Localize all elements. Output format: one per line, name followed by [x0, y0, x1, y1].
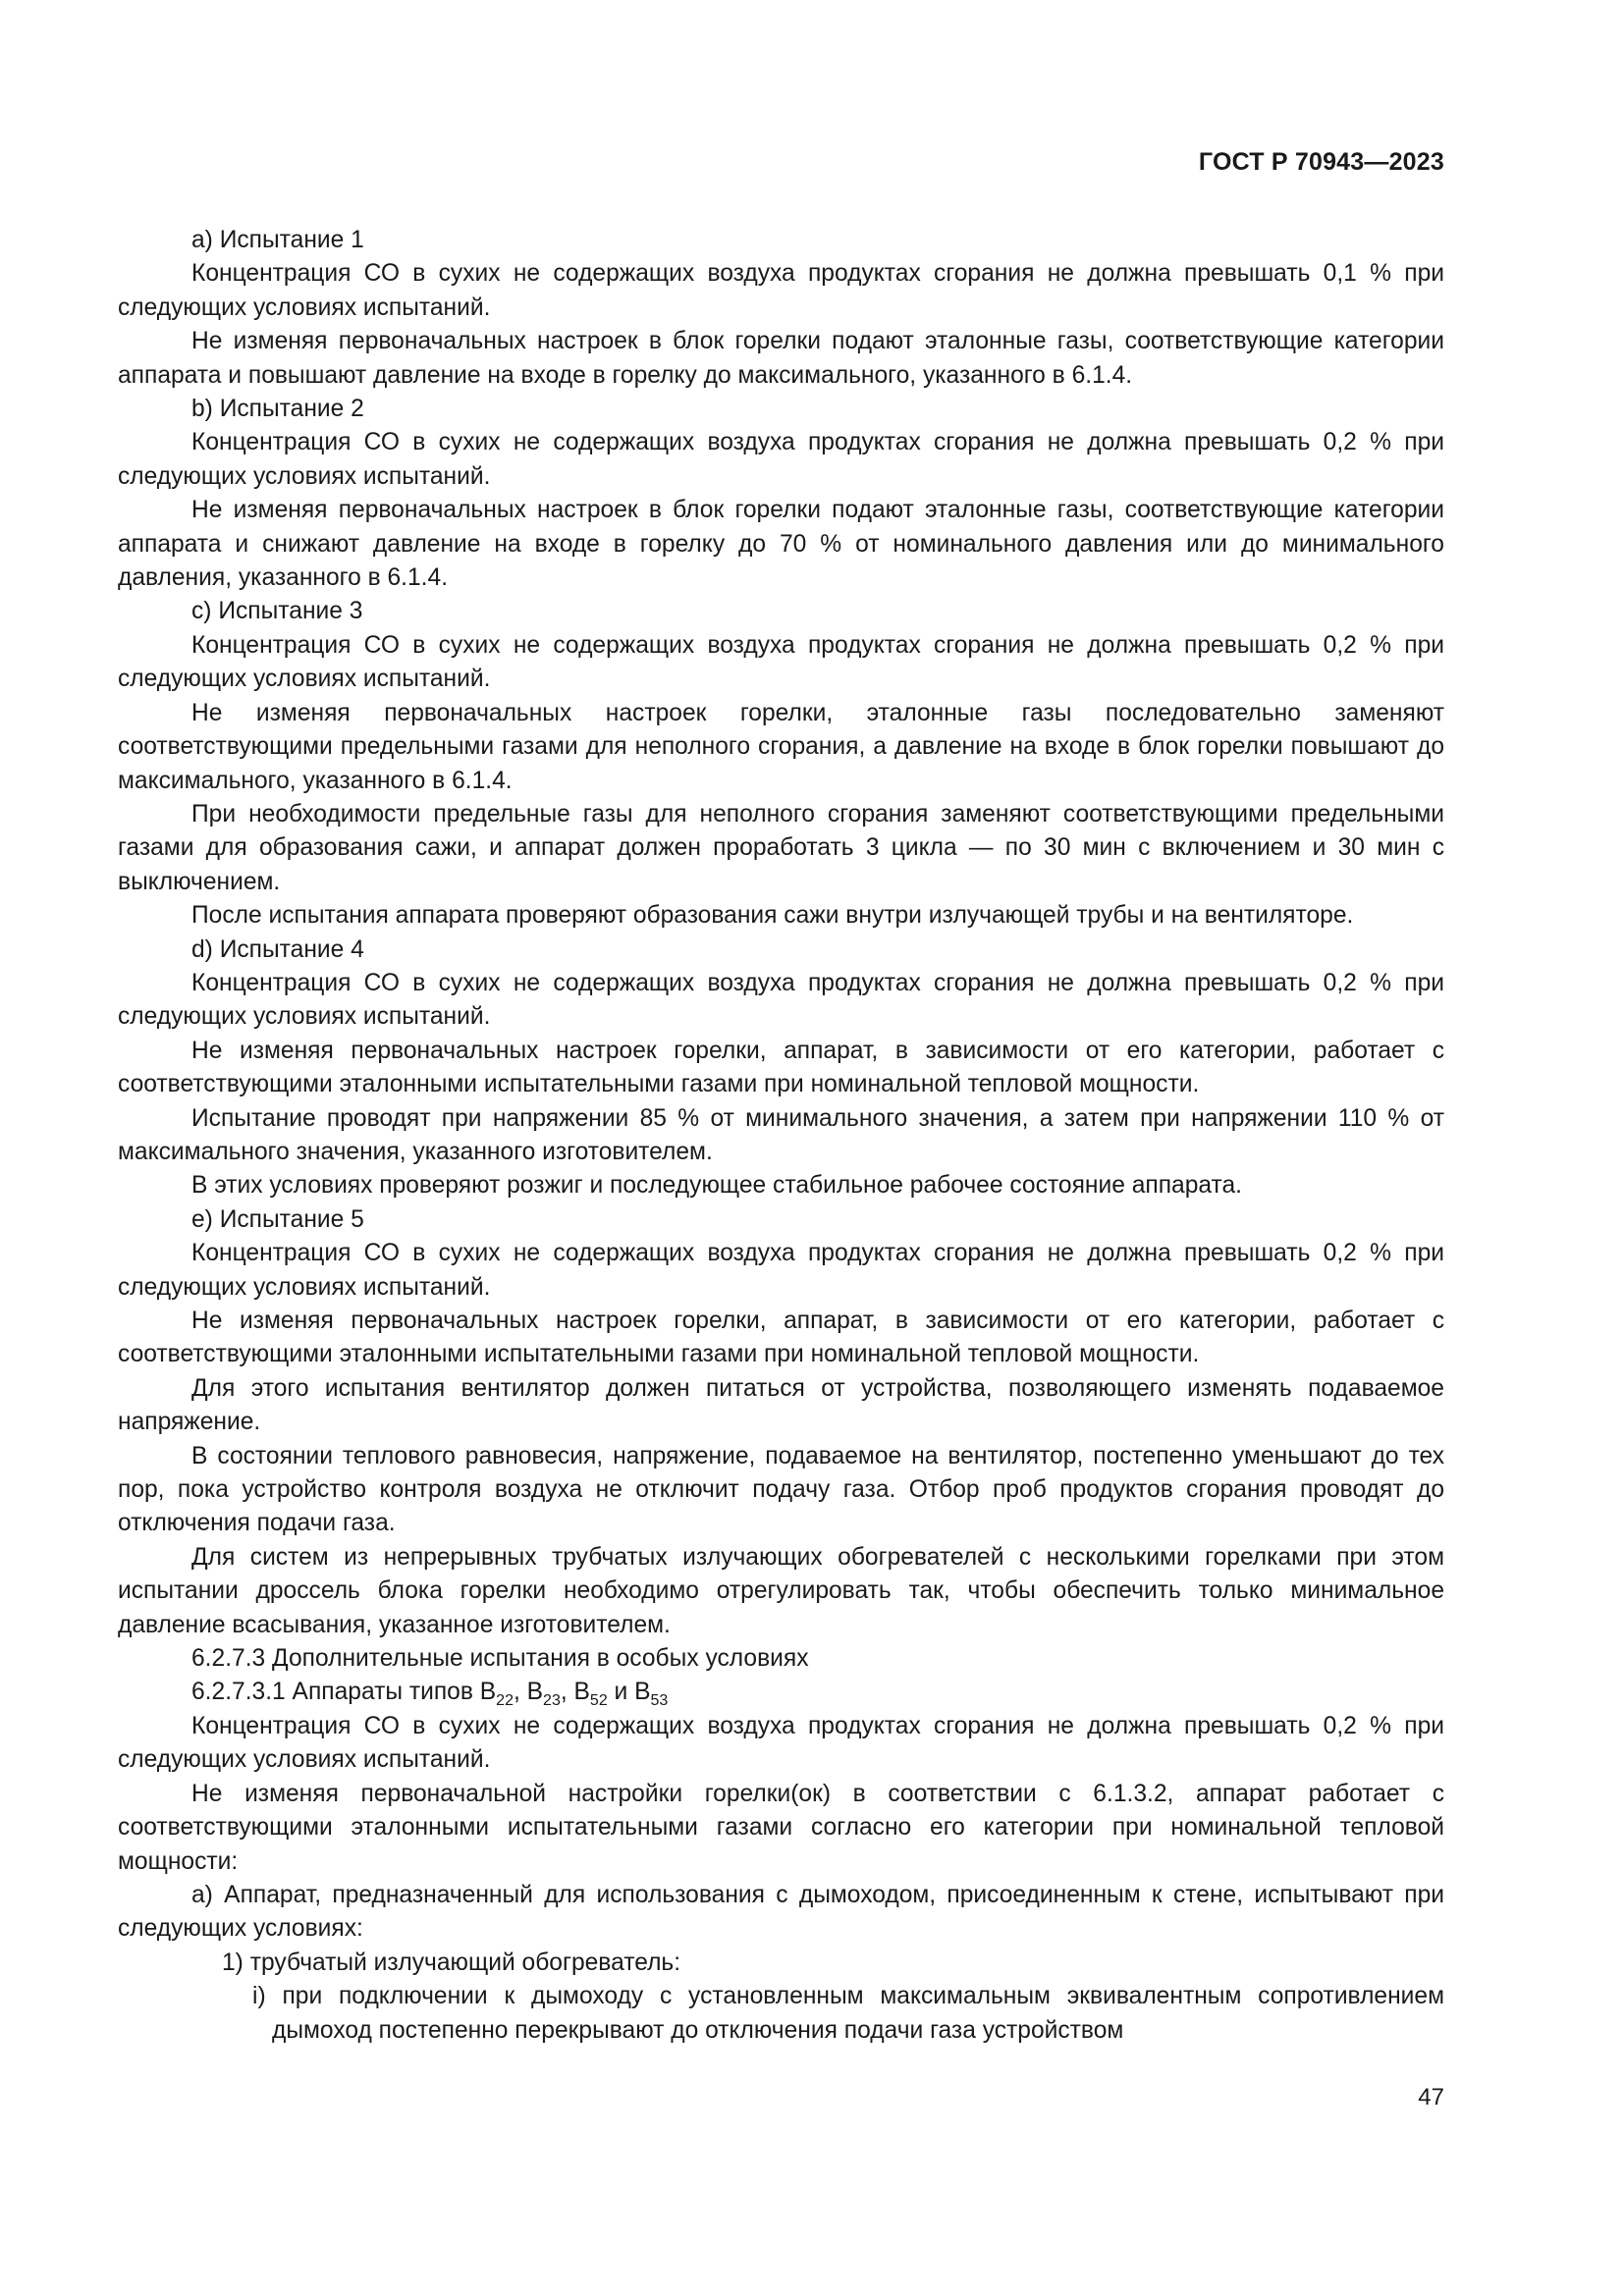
- paragraph: При необходимости предельные газы для неполного сгорания заменяют соответствующими предельными газами для образования сажи, и аппарат должен проработать 3 цикла — по 30 мин с включением и 30 мин с выключением.: [118, 800, 1444, 895]
- list-item-heading: e) Испытание 5: [191, 1205, 364, 1233]
- paragraph: Испытание проводят при напряжении 85 % от минимального значения, а затем при напряжении 110 % от максимального значения, указанного изготовителем.: [118, 1104, 1444, 1165]
- subscript-23: 23: [543, 1692, 561, 1710]
- list-item-heading: d) Испытание 4: [191, 935, 364, 963]
- subscript-53: 53: [650, 1692, 669, 1710]
- subsection-heading: [118, 1676, 1444, 1709]
- paragraph: Не изменяя первоначальных настроек горелки, аппарат, в зависимости от его категории, работает с соответствующими эталонными испытательными газами при номинальной тепловой мощности.: [118, 1037, 1444, 1098]
- paragraph: Не изменяя первоначальных настроек горелки, аппарат, в зависимости от его категории, работает с соответствующими эталонными испытательными газами при номинальной тепловой мощности.: [118, 1308, 1444, 1368]
- sub-list-item: 1) трубчатый излучающий обогреватель:: [222, 1949, 681, 1976]
- sub-sub-list-item: i) при подключении к дымоходу с установленным максимальным эквивалентным сопротивлением дымоход постепенно перекрывают до отключения подачи газа устройством: [252, 1983, 1444, 2044]
- list-item-heading: c) Испытание 3: [191, 598, 363, 625]
- separator: , B: [513, 1679, 544, 1706]
- paragraph: Для систем из непрерывных трубчатых излучающих обогревателей с несколькими горелками при этом испытании дроссель блока горелки необходимо отрегулировать так, чтобы обеспечить только минимальное давление всасывания, указанное изготовителем.: [118, 1543, 1444, 1638]
- paragraph: Концентрация СО в сухих не содержащих воздуха продуктах сгорания не должна превышать 0,2 % при следующих условиях испытаний.: [118, 1240, 1444, 1301]
- separator: , B: [560, 1679, 590, 1706]
- paragraph: Не изменяя первоначальной настройки горелки(ок) в соответствии с 6.1.3.2, аппарат работает с соответствующими эталонными испытательными газами согласно его категории при номинальной тепловой мощности:: [118, 1780, 1444, 1875]
- list-item-heading: b) Испытание 2: [191, 396, 364, 423]
- paragraph: В состоянии теплового равновесия, напряжение, подаваемое на вентилятор, постепенно уменьшают до тех пор, пока устройство контроля воздуха не отключит подачу газа. Отбор проб продуктов сгорания проводят до отключения подачи газа.: [118, 1442, 1444, 1537]
- paragraph: Концентрация СО в сухих не содержащих воздуха продуктах сгорания не должна превышать 0,2 % при следующих условиях испытаний.: [118, 631, 1444, 693]
- paragraph: В этих условиях проверяют розжиг и последующее стабильное рабочее состояние аппарата.: [191, 1172, 1243, 1200]
- paragraph: Не изменяя первоначальных настроек горелки, эталонные газы последовательно заменяют соответствующими предельными газами для неполного сгорания, а давление на входе в блок горелки повышают до максимального, указанного в 6.1.4.: [118, 699, 1444, 794]
- document-code-header: ГОСТ Р 70943—2023: [1198, 148, 1444, 176]
- paragraph: Не изменяя первоначальных настроек в блок горелки подают эталонные газы, соответствующие категории аппарата и повышают давление на входе в горелку до максимального, указанного в 6.1.4.: [118, 328, 1444, 389]
- paragraph: Не изменяя первоначальных настроек в блок горелки подают эталонные газы, соответствующие категории аппарата и снижают давление на входе в горелку до 70 % от номинального давления или до минимального давления, указанного в 6.1.4.: [118, 497, 1444, 592]
- subsection-lead: 6.2.7.3.1 Аппараты типов B: [191, 1679, 497, 1706]
- paragraph: Для этого испытания вентилятор должен питаться от устройства, позволяющего изменять подаваемое напряжение.: [118, 1374, 1444, 1436]
- paragraph: Концентрация СО в сухих не содержащих воздуха продуктах сгорания не должна превышать 0,1 % при следующих условиях испытаний.: [118, 260, 1444, 321]
- paragraph: Концентрация СО в сухих не содержащих воздуха продуктах сгорания не должна превышать 0,2 % при следующих условиях испытаний.: [118, 969, 1444, 1031]
- paragraph: После испытания аппарата проверяют образования сажи внутри излучающей трубы и на вентиляторе.: [191, 902, 1354, 930]
- paragraph: Концентрация СО в сухих не содержащих воздуха продуктах сгорания не должна превышать 0,2 % при следующих условиях испытаний.: [118, 429, 1444, 490]
- list-item-heading: a) Испытание 1: [191, 227, 364, 253]
- document-body: [118, 224, 1444, 2048]
- section-heading: 6.2.7.3 Дополнительные испытания в особых условиях: [191, 1645, 809, 1673]
- subscript-22: 22: [496, 1692, 514, 1710]
- subscript-52: 52: [589, 1692, 608, 1710]
- separator: и B: [607, 1679, 651, 1706]
- page-number: 47: [1418, 2084, 1444, 2110]
- list-item: а) Аппарат, предназначенный для использования с дымоходом, присоединенным к стене, испытывают при следующих условиях:: [118, 1881, 1444, 1943]
- paragraph: Концентрация СО в сухих не содержащих воздуха продуктах сгорания не должна превышать 0,2 % при следующих условиях испытаний.: [118, 1712, 1444, 1774]
